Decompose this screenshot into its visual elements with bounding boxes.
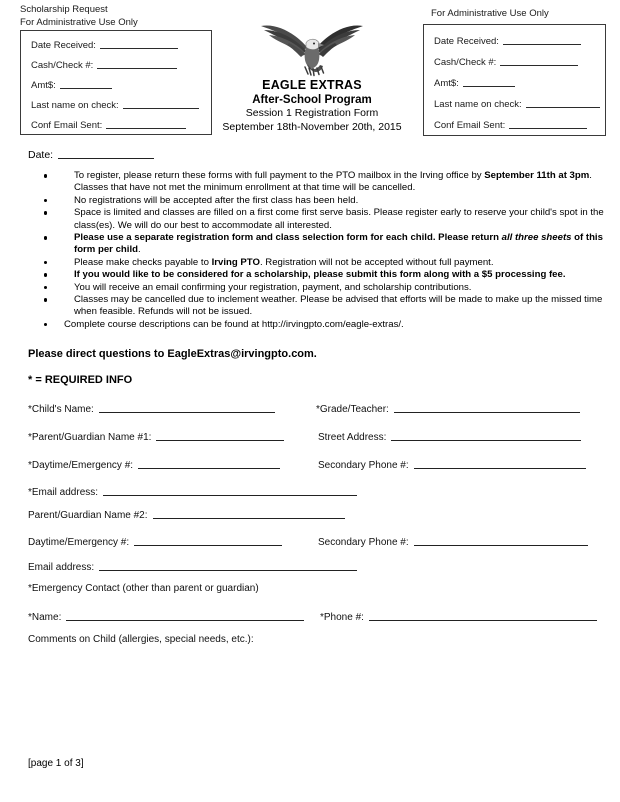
admin-row-cash-check[interactable]	[434, 56, 578, 68]
admin-row-label: Date Received:	[434, 36, 499, 47]
admin-row-rule[interactable]	[503, 35, 581, 45]
form-title-block	[200, 78, 424, 134]
eagle-logo-icon	[258, 17, 366, 77]
field-secondary-phone-2[interactable]	[318, 535, 588, 548]
field-daytime-emergency-1[interactable]	[28, 458, 280, 471]
bullet-text: If you would like to be considered for a scholarship, please submit this form along with a $5 processing fee.	[74, 269, 566, 281]
field-label-street-address: Street Address:	[318, 432, 387, 443]
admin-row-rule[interactable]	[123, 99, 199, 109]
program-subtitle: After-School Program	[252, 94, 372, 106]
admin-row-date-received[interactable]	[434, 35, 581, 47]
field-input-email-address-1[interactable]	[103, 485, 357, 496]
admin-use-box-right	[423, 24, 606, 136]
field-input-email-address-2[interactable]	[99, 560, 357, 571]
field-input-emergency-phone[interactable]	[369, 610, 597, 621]
bullet-dot-icon	[44, 261, 47, 264]
admin-row-date-received[interactable]	[31, 39, 178, 51]
admin-row-rule[interactable]	[526, 98, 600, 108]
scholarship-request-caption	[20, 4, 138, 29]
field-label-email-address-1: *Email address:	[28, 487, 99, 498]
field-childs-name[interactable]	[28, 402, 275, 415]
field-label-emergency-phone: *Phone #:	[320, 612, 364, 623]
bullet-text: Classes may be cancelled due to inclement weather. Please be advised that efforts will be made to make up the missed time when feasible. Refunds will not be issued.	[74, 294, 603, 318]
field-email-address-2[interactable]	[28, 560, 357, 573]
bullet-dot-icon	[44, 211, 47, 214]
field-street-address[interactable]	[318, 430, 581, 443]
field-label-grade-teacher: *Grade/Teacher:	[316, 404, 389, 415]
field-input-daytime-emergency-1[interactable]	[138, 458, 280, 469]
admin-row-label: Amt$:	[434, 78, 459, 89]
admin-row-label: Amt$:	[31, 80, 56, 91]
required-info-legend: * = REQUIRED INFO	[28, 374, 133, 386]
field-email-address-1[interactable]	[28, 485, 357, 498]
admin-row-rule[interactable]	[97, 59, 177, 69]
field-label-parent-guardian-1: *Parent/Guardian Name #1:	[28, 432, 152, 443]
admin-row-rule[interactable]	[463, 77, 515, 87]
field-parent-guardian-2[interactable]	[28, 508, 345, 521]
bullet-text: Please make checks payable to Irving PTO. Registration will not be accepted without full payment.	[74, 256, 494, 268]
field-input-childs-name[interactable]	[99, 402, 275, 413]
scholarship-request-line2: For Administrative Use Only	[20, 16, 138, 28]
admin-row-last-name-on-check[interactable]	[434, 98, 600, 110]
form-name: Session 1 Registration Form	[245, 107, 379, 119]
field-input-emergency-name[interactable]	[66, 610, 304, 621]
comments-on-child-label: Comments on Child (allergies, special needs, etc.):	[28, 634, 254, 645]
bullet-scholarship-fee	[38, 269, 604, 281]
field-input-street-address[interactable]	[391, 430, 581, 441]
bullet-dot-icon	[44, 286, 47, 289]
admin-row-label: Last name on check:	[434, 99, 522, 110]
bullet-space-limited	[38, 207, 604, 232]
field-label-secondary-phone-1: Secondary Phone #:	[318, 460, 409, 471]
admin-row-label: Cash/Check #:	[31, 60, 94, 71]
field-input-daytime-emergency-2[interactable]	[134, 535, 282, 546]
scholarship-request-line1: Scholarship Request	[20, 4, 108, 15]
contact-questions-line: Please direct questions to EagleExtras@irvingpto.com.	[28, 348, 317, 360]
field-label-emergency-name: *Name:	[28, 612, 62, 623]
bullet-dot-icon	[44, 174, 47, 177]
instructions-list	[38, 170, 604, 331]
admin-row-label: Conf Email Sent:	[434, 120, 506, 131]
bullet-course-descriptions	[38, 319, 604, 331]
bullet-text: Please use a separate registration form and class selection form for each child. Please return all three sheets of this form per child.	[74, 232, 603, 256]
bullet-separate-form	[38, 232, 604, 257]
field-label-daytime-emergency-1: *Daytime/Emergency #:	[28, 460, 134, 471]
field-label-email-address-2: Email address:	[28, 562, 95, 573]
emergency-contact-heading: *Emergency Contact (other than parent or guardian)	[28, 583, 259, 594]
field-input-grade-teacher[interactable]	[394, 402, 580, 413]
field-label-daytime-emergency-2: Daytime/Emergency #:	[28, 537, 130, 548]
field-input-parent-guardian-1[interactable]	[156, 430, 284, 441]
field-label-childs-name: *Child's Name:	[28, 404, 94, 415]
bullet-confirmation-email	[38, 282, 604, 294]
admin-use-box-left	[20, 30, 212, 135]
admin-row-rule[interactable]	[500, 56, 578, 66]
bullet-checks-payable	[38, 257, 604, 269]
date-field-label: Date:	[28, 149, 54, 161]
bullet-no-late-registration	[38, 195, 604, 207]
admin-use-caption-right: For Administrative Use Only	[431, 8, 549, 19]
bullet-text: Complete course descriptions can be found at http://irvingpto.com/eagle-extras/.	[64, 318, 404, 330]
bullet-dot-icon	[44, 273, 47, 276]
bullet-text: Space is limited and classes are filled on a first come first serve basis. Please register early to reserve your child's spot in the class(es). We will do our best to accommodate all interested.	[74, 207, 604, 231]
bullet-weather-cancellation	[38, 294, 604, 319]
admin-row-rule[interactable]	[106, 119, 186, 129]
admin-row-amt[interactable]	[434, 77, 515, 89]
bullet-dot-icon	[44, 323, 47, 326]
admin-row-label: Last name on check:	[31, 100, 119, 111]
admin-row-rule[interactable]	[100, 39, 178, 49]
admin-row-label: Conf Email Sent:	[31, 120, 103, 131]
admin-row-cash-check[interactable]	[31, 59, 177, 71]
program-title: EAGLE EXTRAS	[262, 78, 362, 92]
admin-row-label: Cash/Check #:	[434, 57, 497, 68]
admin-row-rule[interactable]	[509, 119, 587, 129]
bullet-register-deadline	[38, 170, 604, 195]
field-grade-teacher[interactable]	[316, 402, 580, 415]
field-input-parent-guardian-2[interactable]	[153, 508, 345, 519]
bullet-text: No registrations will be accepted after the first class has been held.	[74, 194, 359, 206]
field-secondary-phone-1[interactable]	[318, 458, 586, 471]
field-input-secondary-phone-2[interactable]	[414, 535, 588, 546]
session-dates: September 18th-November 20th, 2015	[222, 120, 402, 133]
admin-row-conf-email-sent[interactable]	[434, 119, 587, 131]
field-label-secondary-phone-2: Secondary Phone #:	[318, 537, 409, 548]
page-marker: [page 1 of 3]	[28, 758, 84, 769]
bullet-text: To register, please return these forms with full payment to the PTO mailbox in the Irving office by September 11th at 3pm. Classes that have not met the minimum enrollment at that time will be cancelled.	[74, 170, 592, 194]
admin-row-last-name-on-check[interactable]	[31, 99, 199, 111]
admin-row-conf-email-sent[interactable]	[31, 119, 186, 131]
admin-row-amt[interactable]	[31, 79, 112, 91]
admin-row-label: Date Received:	[31, 40, 96, 51]
field-label-parent-guardian-2: Parent/Guardian Name #2:	[28, 510, 148, 521]
field-emergency-name[interactable]	[28, 610, 304, 623]
bullet-dot-icon	[44, 236, 47, 239]
bullet-dot-icon	[44, 298, 47, 301]
admin-row-rule[interactable]	[60, 79, 112, 89]
bullet-text: You will receive an email confirming your registration, payment, and scholarship contributions.	[74, 281, 472, 293]
field-daytime-emergency-2[interactable]	[28, 535, 282, 548]
field-parent-guardian-1[interactable]	[28, 430, 284, 443]
bullet-dot-icon	[44, 199, 47, 202]
date-field-rule[interactable]	[58, 148, 154, 159]
field-input-secondary-phone-1[interactable]	[414, 458, 586, 469]
date-field[interactable]	[28, 148, 154, 161]
field-emergency-phone[interactable]	[320, 610, 597, 623]
